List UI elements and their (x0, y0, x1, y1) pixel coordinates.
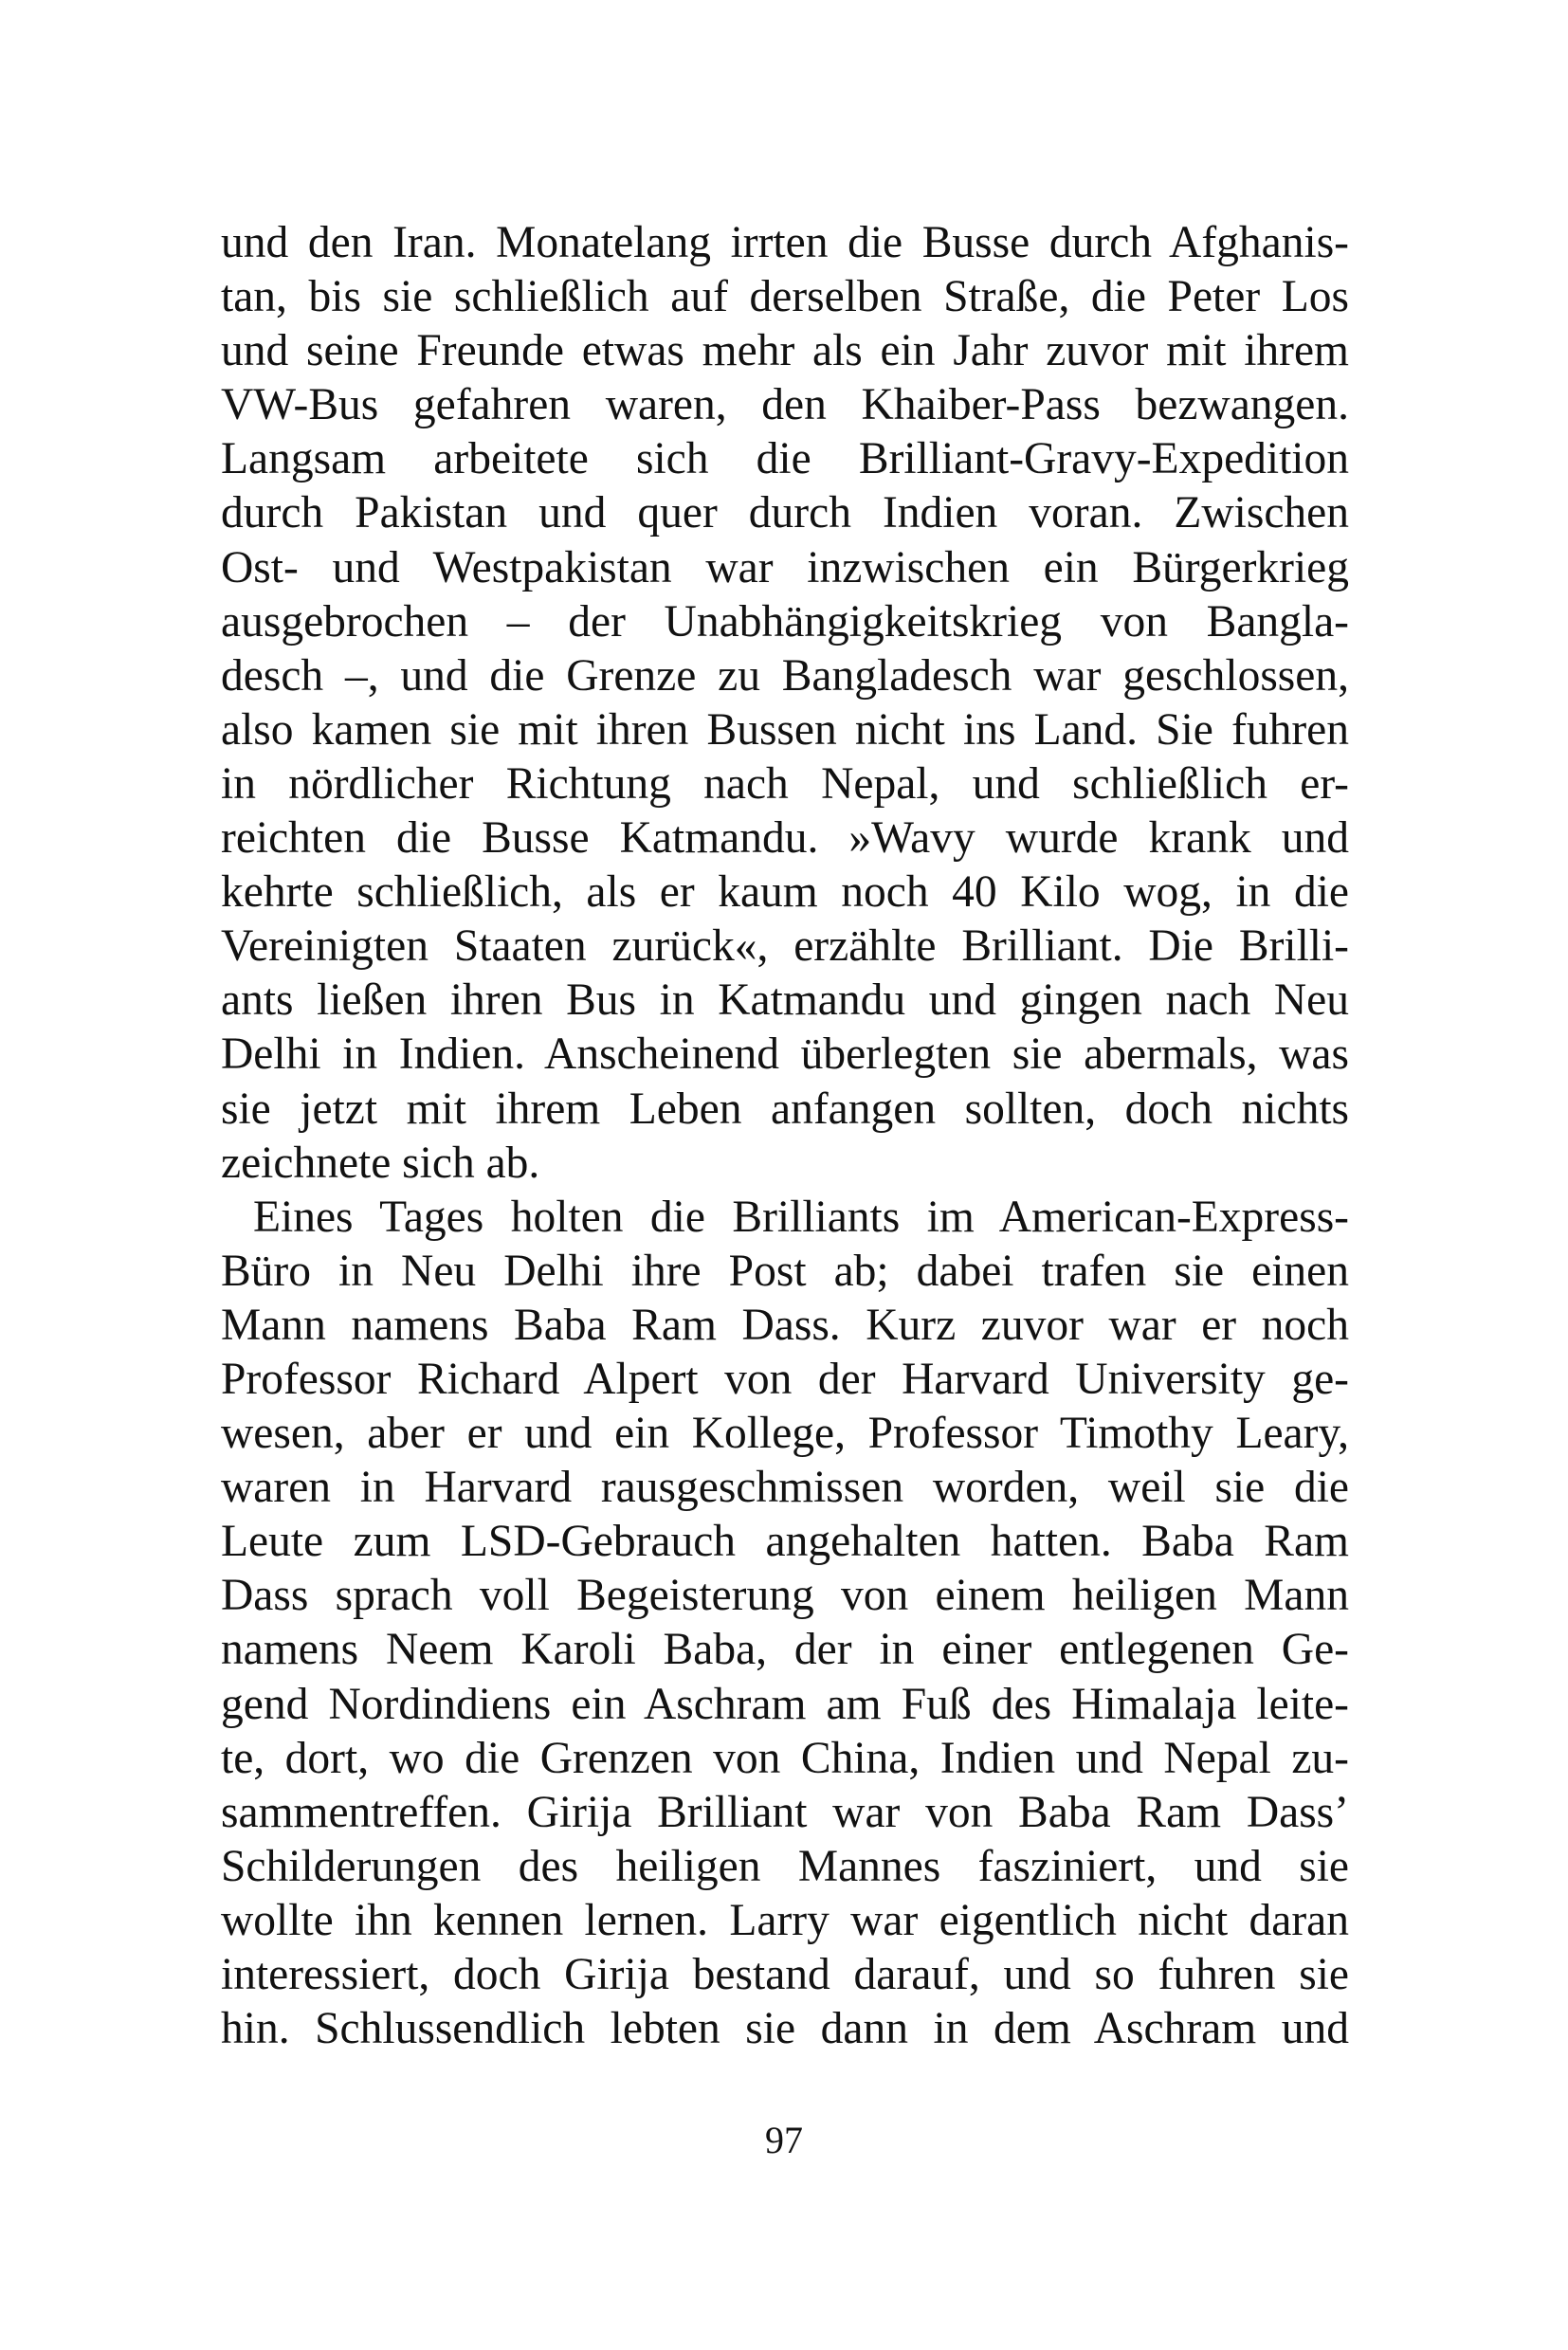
text-line: Schilderungen des heiligen Mannes fasziniert, und sie (221, 1841, 1349, 1891)
text-line: te, dort, wo die Grenzen von China, Indien und Nepal zu- (221, 1733, 1349, 1783)
text-line: zeichnete sich ab. (221, 1138, 540, 1188)
text-line: VW-Bus gefahren waren, den Khaiber-Pass bezwangen. (221, 380, 1349, 430)
text-line: hin. Schlussendlich lebten sie dann in dem Aschram und (221, 2004, 1349, 2054)
text-line: in nördlicher Richtung nach Nepal, und schließlich er- (221, 758, 1349, 809)
text-line: durch Pakistan und quer durch Indien voran. Zwischen (221, 488, 1349, 538)
text-line: wollte ihn kennen lernen. Larry war eigentlich nicht daran (221, 1895, 1349, 1945)
text-line: Dass sprach voll Begeisterung von einem heiligen Mann (221, 1571, 1349, 1621)
text-line: desch –, und die Grenze zu Bangladesch war geschlossen, (221, 650, 1349, 701)
text-line: Vereinigten Staaten zurück«, erzählte Brilliant. Die Brilli- (221, 921, 1349, 972)
text-line: Eines Tages holten die Brilliants im American-Express- (253, 1192, 1349, 1242)
text-line: Mann namens Baba Ram Dass. Kurz zuvor war er noch (221, 1300, 1349, 1350)
text-line: wesen, aber er und ein Kollege, Professor Timothy Leary, (221, 1409, 1349, 1459)
text-line: also kamen sie mit ihren Bussen nicht ins Land. Sie fuhren (221, 704, 1349, 755)
text-line: Delhi in Indien. Anscheinend überlegten sie abermals, was (221, 1029, 1349, 1080)
text-line: sammentreffen. Girija Brilliant war von Baba Ram Dass’ (221, 1787, 1349, 1837)
text-line: Büro in Neu Delhi ihre Post ab; dabei trafen sie einen (221, 1246, 1349, 1296)
text-line: interessiert, doch Girija bestand darauf, und so fuhren sie (221, 1950, 1349, 1999)
body-text (221, 216, 1349, 2056)
text-line: und seine Freunde etwas mehr als ein Jahr zuvor mit ihrem (221, 326, 1349, 376)
text-line: Langsam arbeitete sich die Brilliant-Gravy-Expedition (221, 434, 1349, 484)
page-number: 97 (765, 2119, 803, 2161)
text-line: Ost- und Westpakistan war inzwischen ein Bürgerkrieg (221, 542, 1349, 592)
text-line: Professor Richard Alpert von der Harvard University ge- (221, 1354, 1349, 1404)
text-line: tan, bis sie schließlich auf derselben Straße, die Peter Los (221, 272, 1349, 322)
text-line: kehrte schließlich, als er kaum noch 40 Kilo wog, in die (221, 867, 1349, 918)
text-line: Leute zum LSD-Gebrauch angehalten hatten. Baba Ram (221, 1517, 1349, 1567)
text-line: waren in Harvard rausgeschmissen worden, weil sie die (221, 1463, 1349, 1513)
text-line: ants ließen ihren Bus in Katmandu und gingen nach Neu (221, 975, 1349, 1026)
text-line: reichten die Busse Katmandu. »Wavy wurde krank und (221, 813, 1349, 864)
text-line: gend Nordindiens ein Aschram am Fuß des Himalaja leite- (221, 1679, 1349, 1729)
text-line: und den Iran. Monatelang irrten die Busse durch Afghanis- (221, 218, 1349, 267)
text-line: ausgebrochen – der Unabhängigkeitskrieg von Bangla- (221, 596, 1349, 647)
text-line: sie jetzt mit ihrem Leben anfangen sollten, doch nichts (221, 1084, 1349, 1134)
text-line: namens Neem Karoli Baba, der in einer entlegenen Ge- (221, 1625, 1349, 1675)
